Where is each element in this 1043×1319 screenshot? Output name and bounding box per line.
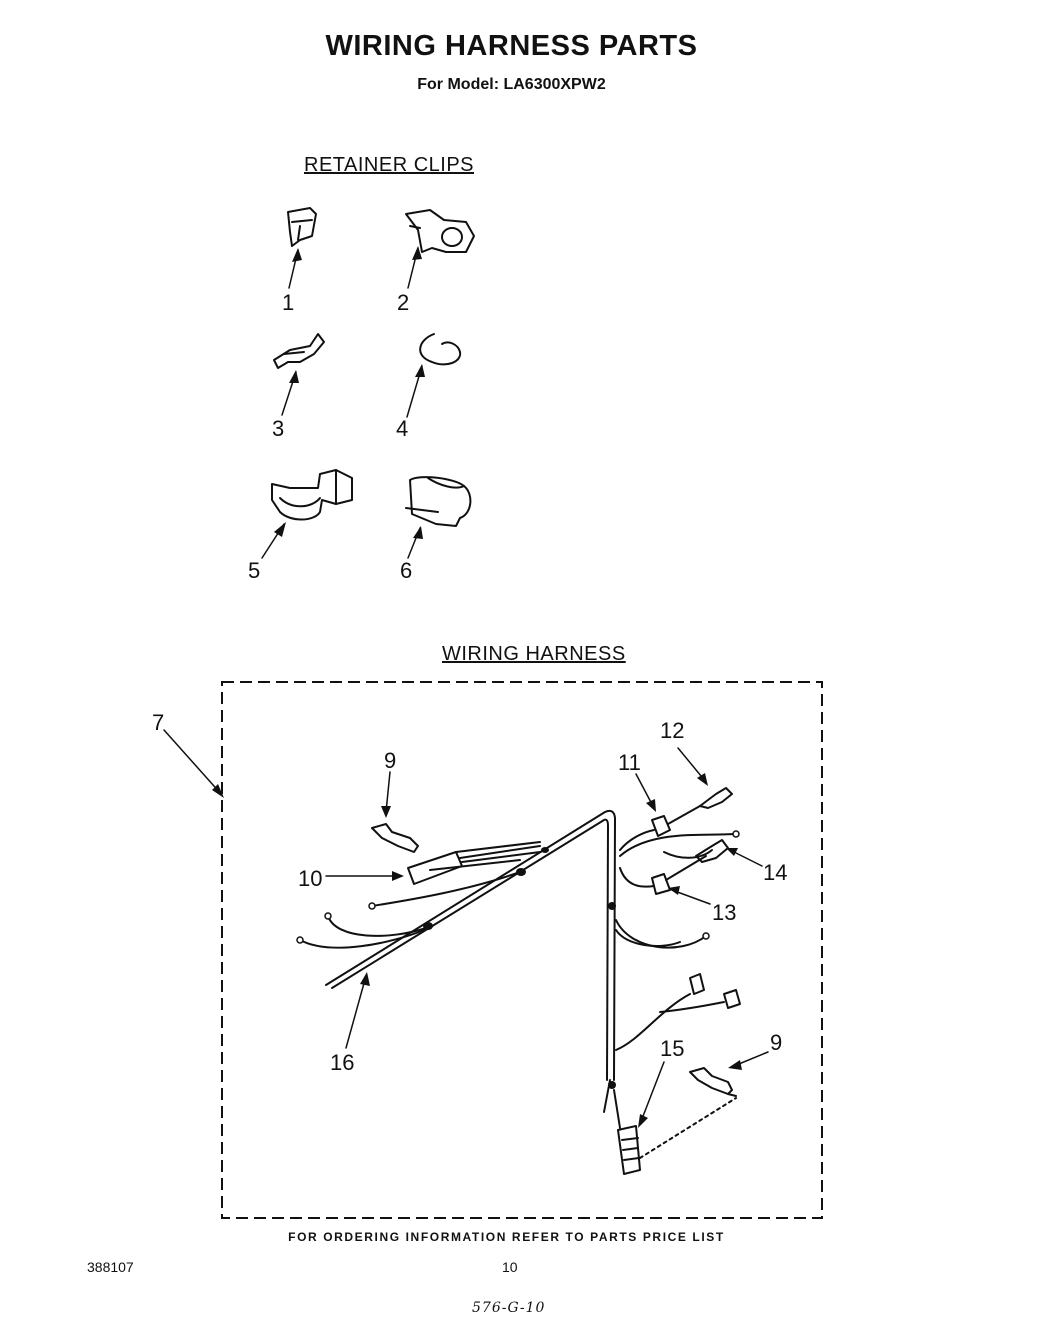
terminal-9b-drawing — [690, 1068, 736, 1096]
connector-13-drawing — [620, 856, 706, 894]
terminal-9a-drawing — [372, 824, 418, 852]
wire-end-terminal — [297, 937, 303, 943]
callout-7: 7 — [152, 710, 165, 735]
arrowhead-1 — [292, 248, 302, 262]
document-number: 388107 — [87, 1259, 134, 1275]
model-subtitle: For Model: LA6300XPW2 — [417, 76, 606, 93]
callout-4: 4 — [396, 416, 409, 441]
arrowhead-11 — [646, 799, 656, 812]
leader-arrow-15 — [640, 1062, 664, 1124]
connector-11-drawing — [620, 806, 700, 850]
callout-11: 11 — [618, 750, 641, 775]
handwritten-code: 576-G-10 — [472, 1300, 546, 1316]
retainer-clip-6-drawing — [406, 477, 470, 526]
retainer-clip-1-drawing — [288, 208, 316, 246]
harness-clamps — [423, 847, 616, 1089]
arrowhead-10 — [392, 871, 404, 881]
leader-arrow-7 — [164, 730, 222, 795]
callout-1: 1 — [282, 290, 295, 315]
ordering-info-note: FOR ORDERING INFORMATION REFER TO PARTS PRICE LIST — [288, 1230, 725, 1244]
callout-9-lower: 9 — [770, 1030, 783, 1055]
wire-end-terminal — [733, 831, 739, 837]
callout-14: 14 — [763, 860, 788, 885]
callout-6: 6 — [400, 558, 413, 583]
callout-9-upper: 9 — [384, 748, 397, 773]
arrowhead-4 — [415, 364, 425, 377]
retainer-clip-4-drawing — [420, 334, 460, 364]
page-title: WIRING HARNESS PARTS — [325, 30, 698, 62]
wire-end-terminal — [703, 933, 709, 939]
arrowhead-9b — [728, 1060, 742, 1070]
section-heading-retainer-clips: RETAINER CLIPS — [304, 154, 474, 176]
retainer-clip-2-drawing — [406, 210, 474, 252]
callout-15: 15 — [660, 1036, 685, 1061]
callout-2: 2 — [397, 290, 410, 315]
wire-end-terminal — [325, 913, 331, 919]
retainer-clip-5-drawing — [272, 470, 352, 520]
harness-left-wires — [300, 916, 426, 948]
arrowhead-16 — [360, 972, 370, 986]
arrowhead-12 — [697, 773, 708, 786]
harness-dashed-frame — [222, 682, 822, 1218]
callout-3: 3 — [272, 416, 285, 441]
section-heading-wiring-harness: WIRING HARNESS — [442, 643, 626, 665]
arrowhead-5 — [274, 522, 286, 537]
arrowhead-3 — [289, 370, 299, 383]
callout-16: 16 — [330, 1050, 355, 1075]
harness-right-wires — [616, 920, 706, 948]
leader-arrow-16 — [346, 976, 366, 1048]
page-number: 10 — [502, 1259, 518, 1275]
callout-12: 12 — [660, 718, 685, 743]
terminal-14-drawing — [620, 834, 734, 862]
callout-13: 13 — [712, 900, 737, 925]
arrowhead-9a — [381, 806, 391, 818]
connector-15-drawing — [614, 1090, 736, 1174]
terminal-12-drawing — [700, 788, 732, 808]
arrowhead-6 — [413, 526, 423, 539]
arrowhead-15 — [638, 1114, 648, 1128]
callout-5: 5 — [248, 558, 261, 583]
callout-10: 10 — [298, 866, 323, 891]
retainer-clip-3-drawing — [274, 334, 324, 368]
wire-end-terminal — [369, 903, 375, 909]
arrowhead-14 — [726, 848, 738, 856]
